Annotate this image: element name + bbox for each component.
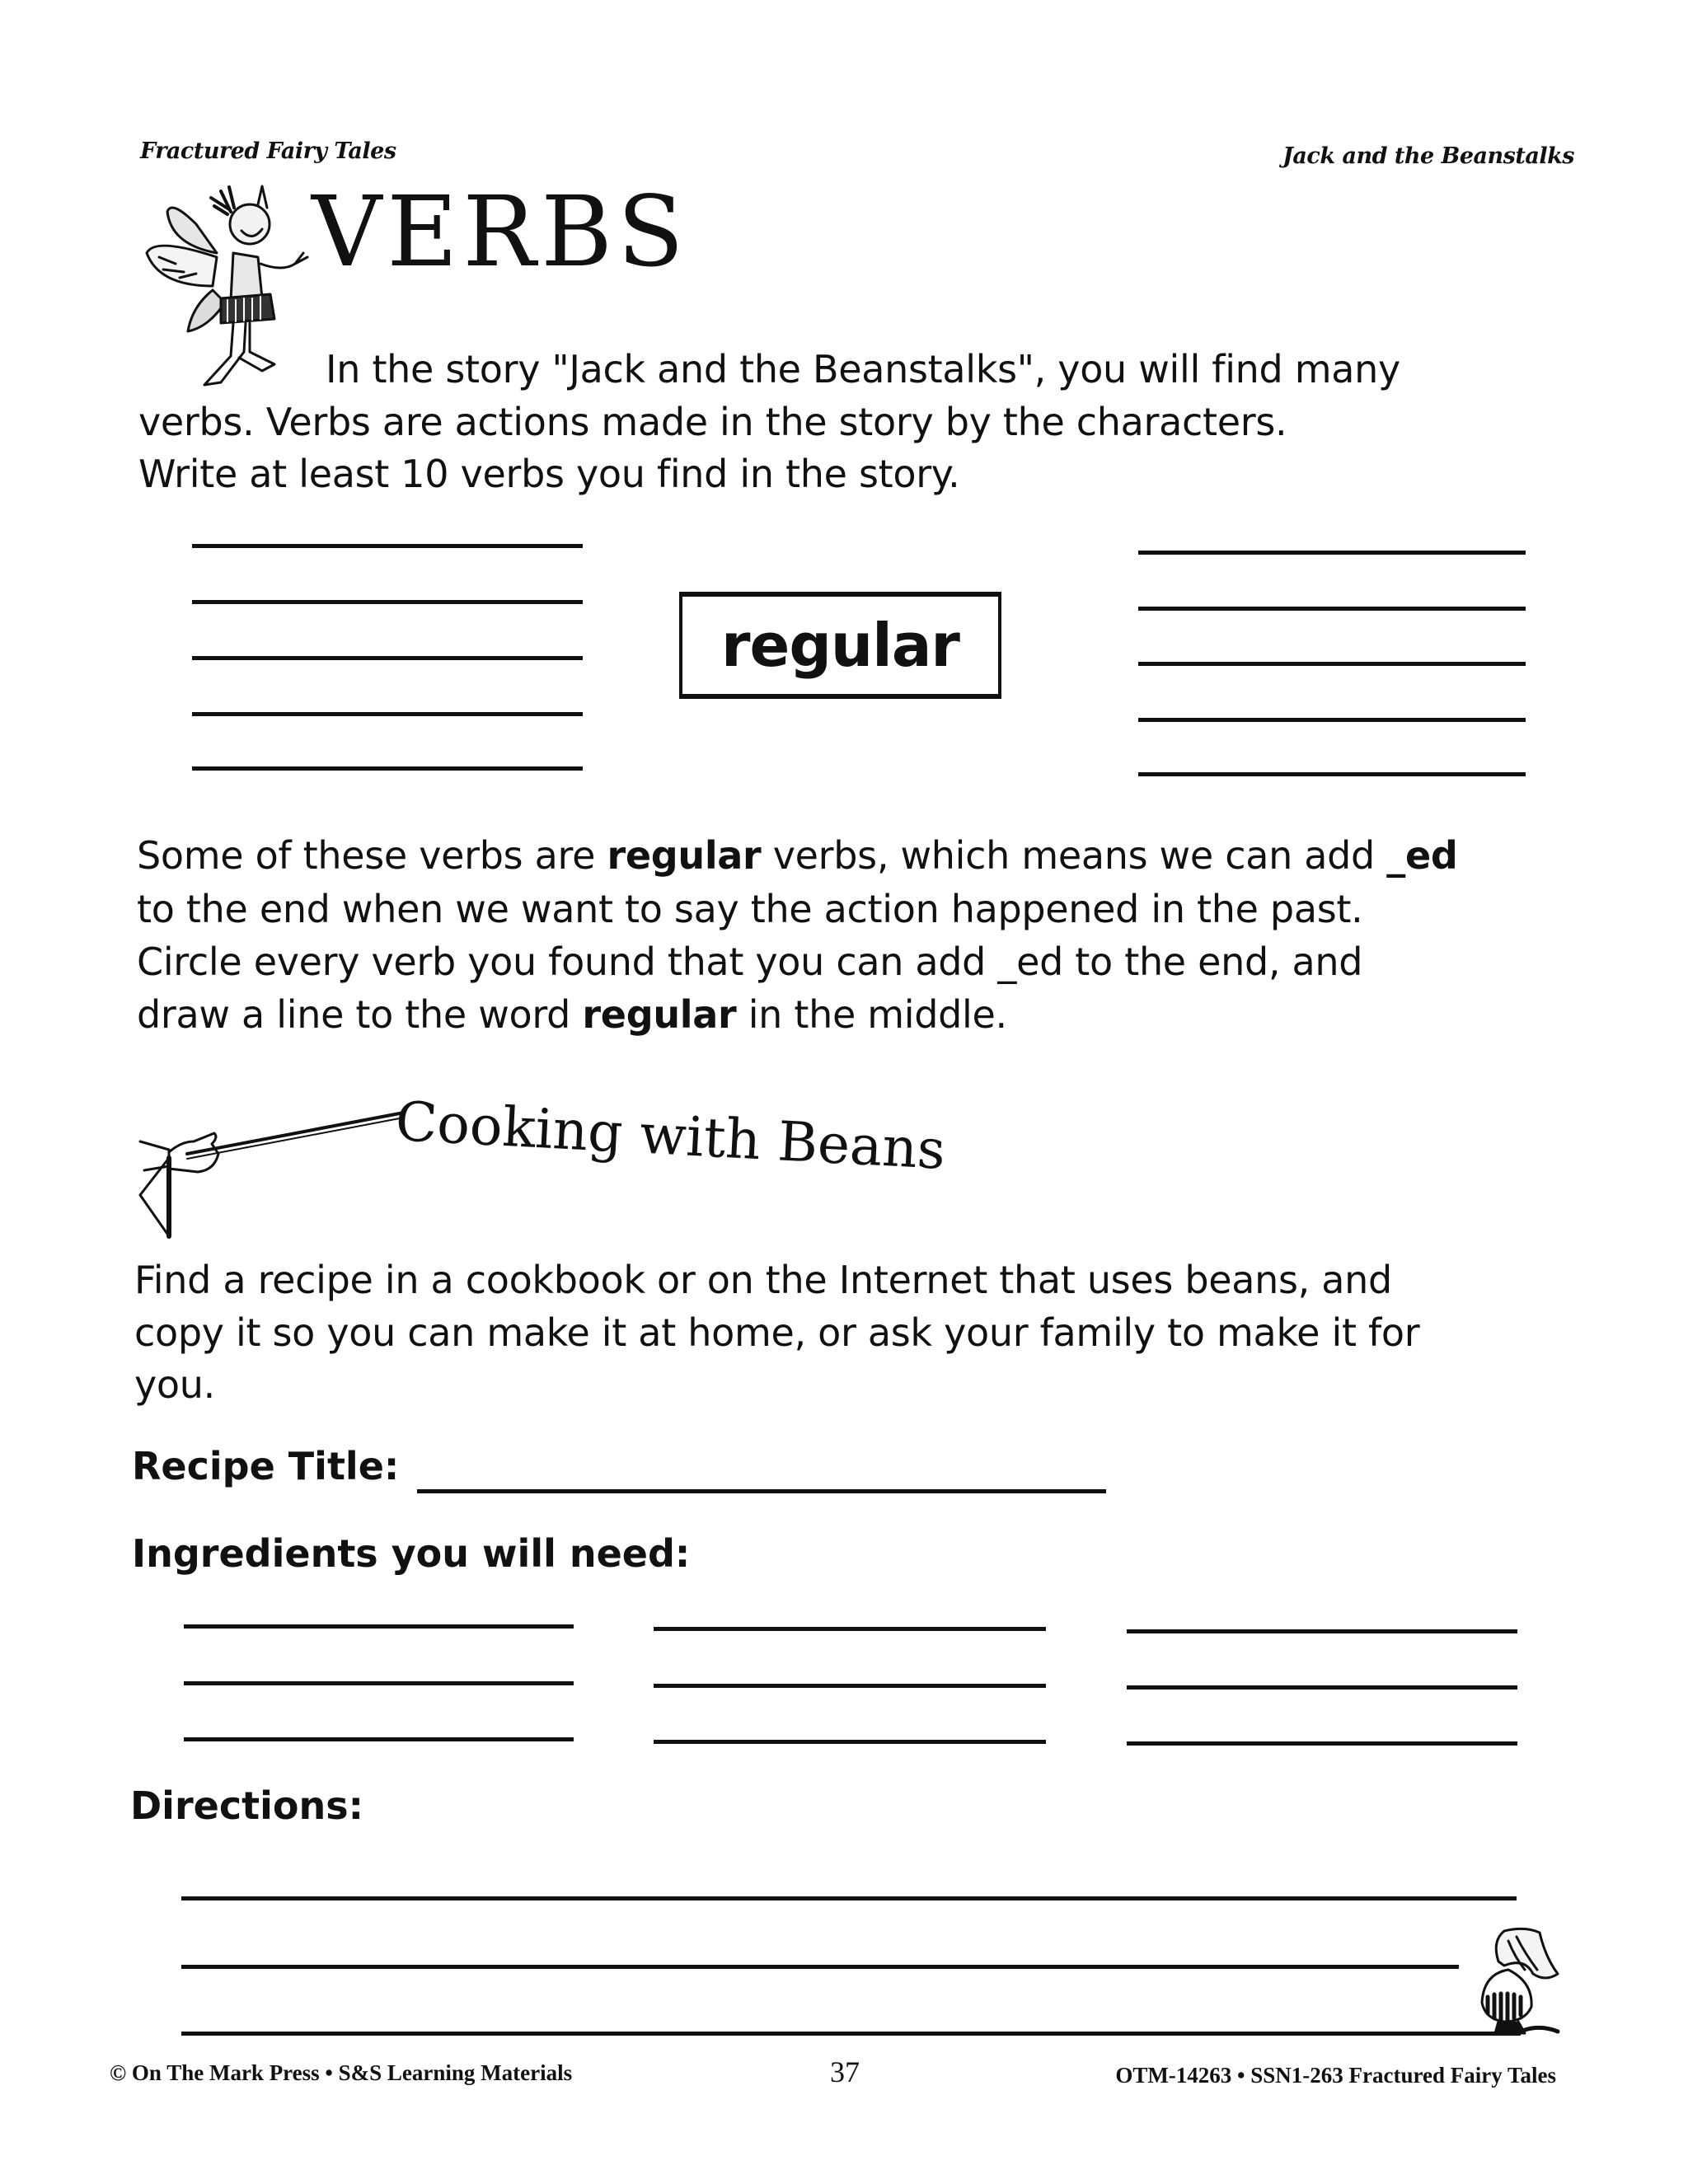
ed-emphasis: _ed bbox=[1386, 833, 1458, 878]
ingredient-blank[interactable] bbox=[654, 1627, 1046, 1631]
ingredient-blank[interactable] bbox=[184, 1681, 574, 1685]
regular-emphasis: regular bbox=[607, 833, 762, 878]
verb-answer-line[interactable] bbox=[192, 600, 583, 604]
verb-answer-line[interactable] bbox=[1138, 551, 1526, 555]
verbs-intro-line-3: Write at least 10 verbs you find in the story. bbox=[138, 452, 960, 496]
ingredient-blank[interactable] bbox=[184, 1737, 574, 1741]
header-series-title: Fractured Fairy Tales bbox=[140, 138, 396, 164]
verb-answer-line[interactable] bbox=[1138, 718, 1526, 722]
recipe-title-label: Recipe Title: bbox=[132, 1444, 400, 1488]
footer-product-code: OTM-14263 • SSN1-263 Fractured Fairy Tales bbox=[1115, 2063, 1556, 2088]
ingredient-blank[interactable] bbox=[654, 1740, 1046, 1744]
ingredient-blank[interactable] bbox=[1127, 1741, 1517, 1746]
header-story-title: Jack and the Beanstalks bbox=[1282, 143, 1574, 169]
direction-blank[interactable] bbox=[181, 2032, 1521, 2036]
cooking-intro-line-3: you. bbox=[134, 1362, 215, 1407]
verbs-intro-line-2: verbs. Verbs are actions made in the story by the characters. bbox=[138, 400, 1287, 444]
knight-helmet-icon bbox=[1467, 1924, 1566, 2040]
regular-paragraph-line-2: to the end when we want to say the action happened in the past. bbox=[137, 887, 1363, 931]
verbs-title: VERBS bbox=[312, 175, 689, 288]
regular-box bbox=[679, 592, 1001, 699]
ingredient-blank[interactable] bbox=[184, 1624, 574, 1629]
regular-paragraph-line-4 bbox=[137, 988, 1007, 1041]
regular-paragraph-line-3: Circle every verb you found that you can add _ed to the end, and bbox=[137, 940, 1363, 984]
verb-answer-line[interactable] bbox=[1138, 607, 1526, 611]
page-number: 37 bbox=[830, 2055, 860, 2088]
verbs-intro-line-1: In the story "Jack and the Beanstalks", you will find many bbox=[326, 347, 1400, 391]
text-segment: Some of these verbs are bbox=[137, 833, 607, 878]
ingredient-blank[interactable] bbox=[1127, 1629, 1517, 1633]
ingredients-label: Ingredients you will need: bbox=[132, 1531, 691, 1576]
pointing-hand-icon bbox=[136, 1071, 408, 1244]
fairy-icon bbox=[138, 175, 312, 391]
regular-emphasis: regular bbox=[582, 992, 737, 1037]
directions-label: Directions: bbox=[130, 1783, 363, 1828]
regular-paragraph-line-1 bbox=[137, 829, 1458, 882]
regular-box-label: regular bbox=[721, 611, 959, 680]
ingredient-blank[interactable] bbox=[1127, 1685, 1517, 1690]
ingredient-blank[interactable] bbox=[654, 1684, 1046, 1688]
text-segment: in the middle. bbox=[736, 992, 1007, 1037]
cooking-intro-line-1: Find a recipe in a cookbook or on the Internet that uses beans, and bbox=[134, 1258, 1392, 1302]
text-segment: draw a line to the word bbox=[137, 992, 583, 1037]
verb-answer-line[interactable] bbox=[192, 656, 583, 660]
verb-answer-line[interactable] bbox=[1138, 772, 1526, 776]
verb-answer-line[interactable] bbox=[1138, 662, 1526, 666]
footer-copyright: © On The Mark Press • S&S Learning Materials bbox=[110, 2060, 573, 2085]
direction-blank[interactable] bbox=[181, 1896, 1517, 1900]
cooking-intro-line-2: copy it so you can make it at home, or ask your family to make it for bbox=[134, 1310, 1420, 1355]
text-segment: verbs, which means we can add bbox=[761, 833, 1387, 878]
verb-answer-line[interactable] bbox=[192, 766, 583, 771]
verb-answer-line[interactable] bbox=[192, 712, 583, 716]
verb-answer-line[interactable] bbox=[192, 544, 583, 548]
recipe-title-field[interactable] bbox=[417, 1489, 1106, 1493]
direction-blank[interactable] bbox=[181, 1965, 1459, 1969]
cooking-title: Cooking with Beans bbox=[393, 1090, 947, 1182]
